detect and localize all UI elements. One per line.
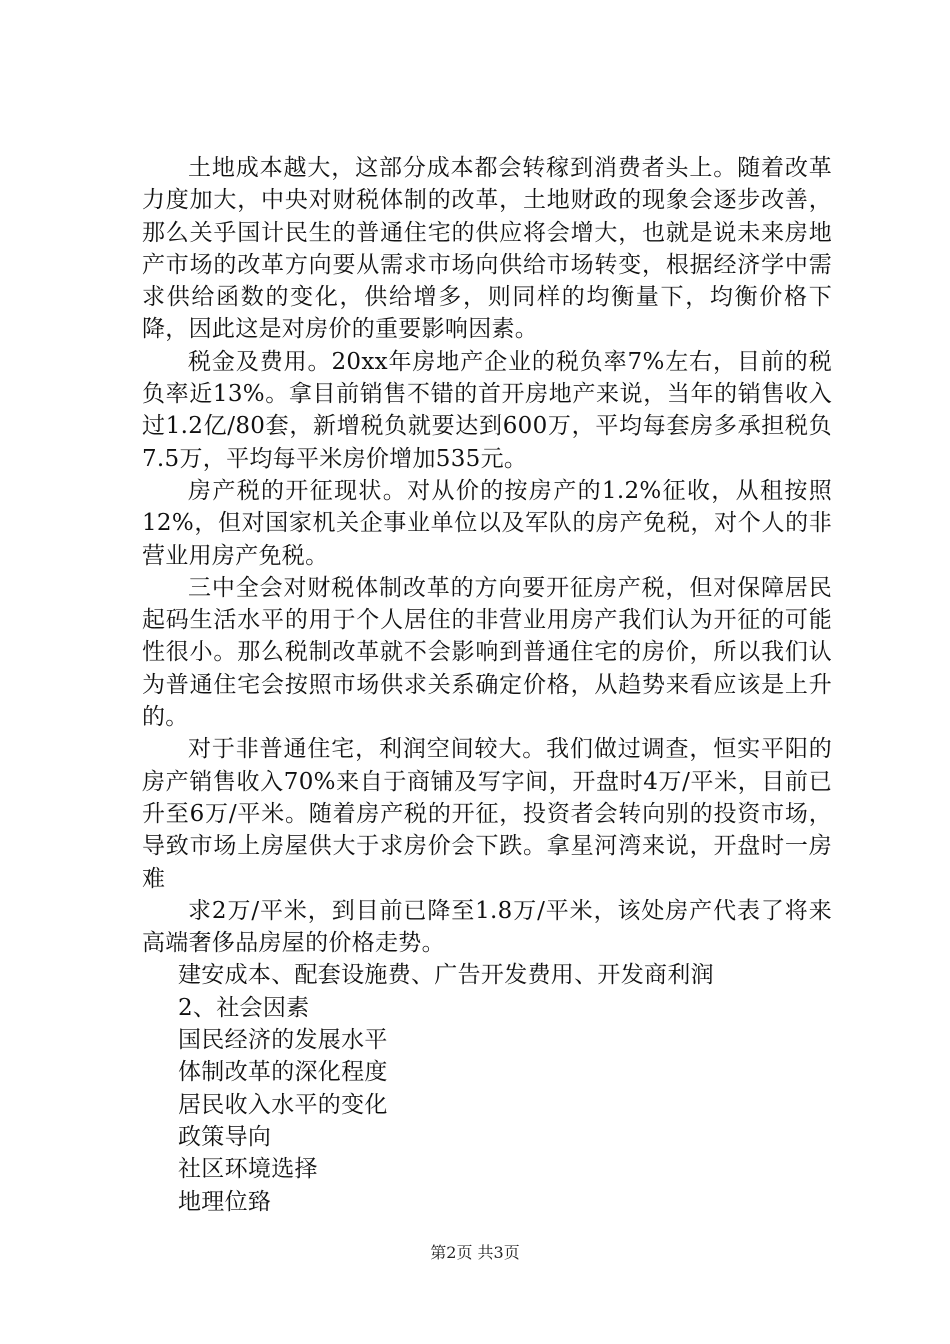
list-item: 体制改革的深化程度 (178, 1059, 388, 1086)
list-item: 建安成本、配套设施费、广告开发费用、开发商利润 (178, 962, 714, 989)
list-item: 社区环境选择 (178, 1156, 318, 1183)
list-item: 政策导向 (178, 1123, 272, 1150)
document-body (142, 152, 832, 1218)
paragraph-price-trend: 求2万/平米，到目前已降至1.8万/平米，该处房产代表了将来高端奢侈品房屋的价格走势。 (142, 897, 832, 957)
paragraph-taxes-fees: 税金及费用。20xx年房地产企业的税负率7%左右，目前的税负率近13%。拿目前销售不错的首开房地产来说，当年的销售收入过1.2亿/80套，新增税负就要达到600万，平均每套房多承担税负7.5万，平均每平米房价增加535元。 (142, 348, 832, 472)
paragraph-non-ordinary-housing: 对于非普通住宅，利润空间较大。我们做过调查，恒实平阳的房产销售收入70%来自于商铺及写字间，开盘时4万/平米，目前已升至6万/平米。随着房产税的开征，投资者会转向别的投资市场，导致市场上房屋供大于求房价会下跌。拿星河湾来说，开盘时一房难 (142, 736, 832, 892)
list-item: 居民收入水平的变化 (178, 1091, 388, 1118)
section-heading-social-factors: 2、社会因素 (178, 994, 310, 1021)
paragraph-property-tax-status: 房产税的开征现状。对从价的按房产的1.2%征收，从租按照12%，但对国家机关企事业单位以及军队的房产免税，对个人的非营业用房产免税。 (142, 477, 832, 569)
paragraph-third-plenum: 三中全会对财税体制改革的方向要开征房产税，但对保障居民起码生活水平的用于个人居住的非营业用房产我们认为开征的可能性很小。那么税制改革就不会影响到普通住宅的房价，所以我们认为普通住宅会按照市场供求关系确定价格，从趋势来看应该是上升的。 (142, 574, 832, 731)
list-item: 地理位臵 (178, 1188, 272, 1215)
paragraph-land-cost: 土地成本越大，这部分成本都会转稼到消费者头上。随着改革力度加大，中央对财税体制的改革，土地财政的现象会逐步改善，那么关乎国计民生的普通住宅的供应将会增大，也就是说未来房地产市场的改革方向要从需求市场向供给市场转变，根据经济学中需求供给函数的变化，供给增多，则同样的均衡量下，均衡价格下降，因此这是对房价的重要影响因素。 (142, 155, 832, 343)
page-number-footer: 第2页 共3页 (430, 1243, 520, 1262)
list-item: 国民经济的发展水平 (178, 1027, 388, 1054)
